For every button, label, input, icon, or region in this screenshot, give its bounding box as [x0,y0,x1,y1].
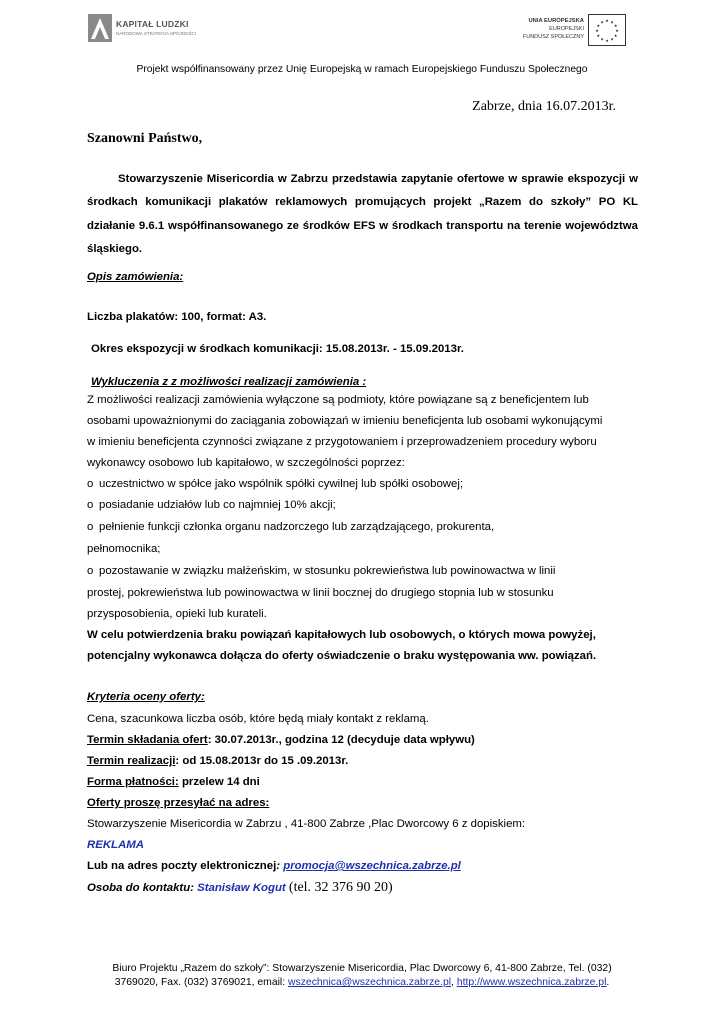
svg-text:★: ★ [600,19,604,25]
kapital-ludzki-emblem-icon [88,14,112,42]
contact-label: Osoba do kontaktu: [87,882,194,894]
list-item [87,564,555,578]
deadline-line [87,733,475,747]
footer-end: . [606,977,610,988]
bullet-text-3b: pełnomocnika; [87,543,161,555]
letter-date: Zabrze, dnia 16.07.2013r. [472,99,616,114]
bullet-text-1: uczestnictwo w spółce jako wspólnik spółki cywilnej lub spółki osobowej; [99,478,464,490]
eu-logo [514,14,626,46]
bullet-text-2: posiadanie udziałów lub co najmniej 10% akcji; [99,499,336,511]
svg-text:★: ★ [605,18,609,23]
confirmation-line-1: W celu potwierdzenia braku powiązań kapitałowych lub osobowych, o których mowa powyżej, [87,629,596,641]
deadline-label: Termin składania ofert [87,734,208,746]
list-item [87,498,336,512]
svg-text:★: ★ [596,23,601,28]
annotation-reklama: REKLAMA [87,839,144,851]
bullet-icon: o [87,565,94,577]
exclusions-line-4: wykonawcy osobowo lub kapitałowo, w szczególności poprzez: [87,457,405,469]
exclusions-line-1: Z możliwości realizacji zamówienia wyłączone są podmioty, które powiązane są z beneficjentem lub [87,394,589,406]
intro-paragraph: Stowarzyszenie Misericordia w Zabrzu przedstawia zapytanie ofertowe w sprawie ekspozycji w środkach komunikacji plakatów reklamowych promujących projekt „Razem do szkoły” PO KL działanie 9.6.1 współfinansowanego ze środków EFS w środkach transportu na terenie województwa śląskiego. [87,173,638,255]
exposure-period: Okres ekspozycji w środkach komunikacji: 15.08.2013r. - 15.09.2013r. [91,343,464,355]
order-heading: Opis zamówienia: [87,271,184,283]
bullet-icon: o [87,521,94,533]
exclusions-line-3: w imieniu beneficjenta czynności związane z przygotowaniem i przeprowadzeniem procedury wyboru [87,436,597,448]
realization-label: Termin realizacji [87,755,176,767]
bullet-text-4b: prostej, pokrewieństwa lub powinowactwa w linii bocznej do drugiego stopnia lub w stosunku [87,587,554,599]
address-heading: Oferty proszę przesyłać na adres: [87,797,270,809]
svg-text:★: ★ [605,38,609,43]
footer-contact-prefix: 3769020, Fax. (032) 3769021, email: [114,977,289,988]
poster-count: Liczba plakatów: 100, format: A3. [87,311,267,323]
kapital-ludzki-title: KAPITAŁ LUDZKI [116,19,189,29]
bullet-icon: o [87,499,94,511]
footer-email-link[interactable]: wszechnica@wszechnica.zabrze.pl [288,977,452,988]
svg-text:★: ★ [600,36,604,42]
realization-line [87,754,348,768]
footer-website-link[interactable]: http://www.wszechnica.zabrze.pl [456,977,607,988]
kapital-ludzki-subtitle: NARODOWA STRATEGIA SPÓJNOŚCI [116,31,197,36]
svg-text:★: ★ [613,23,618,28]
address-text: Stowarzyszenie Misericordia w Zabrzu , 41-800 Zabrze ,Plac Dworcowy 6 z dopiskiem: [87,818,526,830]
contact-phone: (tel. 32 376 90 20) [288,880,393,895]
svg-text:★: ★ [610,36,614,42]
bullet-icon: o [87,478,94,490]
email-colon: : [276,860,281,872]
contact-line [87,881,393,895]
criteria-heading: Kryteria oceny oferty: [87,691,205,703]
contact-name: Stanisław Kogut [197,882,286,894]
bullet-text-4a: pozostawanie w związku małżeńskim, w stosunku pokrewieństwa lub powinowactwa w linii [99,565,556,577]
svg-text:★: ★ [615,28,619,33]
footer-line-2 [0,976,724,990]
payment-value: przelew 14 dni [178,776,260,788]
exclusions-line-2: osobami upoważnionymi do zaciągania zobowiązań w imieniu beneficjenta lub osobami wykonującymi [87,415,603,427]
svg-text:★: ★ [595,28,599,33]
email-line [87,859,461,873]
email-prefix: Lub na adres poczty elektronicznej [87,860,277,872]
eu-logo-text [523,17,584,41]
eu-logo-line1: UNIA EUROPEJSKA [528,18,584,24]
footer-separator: , [451,977,457,988]
eu-logo-line3: FUNDUSZ SPOŁECZNY [522,34,584,40]
payment-label: Forma płatności: [87,776,179,788]
eu-logo-line2: EUROPEJSKI [549,26,584,32]
project-cofinancing-line: Projekt współfinansowany przez Unię Europejską w ramach Europejskiego Funduszu Społecznego [136,64,588,75]
svg-text:★: ★ [610,19,614,25]
svg-text:★: ★ [596,33,601,38]
list-item [87,520,494,534]
confirmation-line-2: potencjalny wykonawca dołącza do oferty oświadczenie o braku występowania ww. powiązań. [87,650,597,662]
eu-flag-icon [588,14,626,46]
payment-line [87,775,260,789]
promo-email-link[interactable]: promocja@wszechnica.zabrze.pl [283,860,461,872]
realization-value: : od 15.08.2013r do 15 .09.2013r. [175,755,349,767]
exclusions-heading: Wykluczenia z z możliwości realizacji zamówienia : [91,376,367,388]
list-item [87,477,463,491]
kapital-ludzki-logo [88,14,200,44]
svg-text:★: ★ [613,33,618,38]
deadline-value: : 30.07.2013r., godzina 12 (decyduje data wpływu) [207,734,475,746]
bullet-text-3a: pełnienie funkcji członka organu nadzorczego lub zarządzającego, prokurenta, [99,521,495,533]
greeting: Szanowni Państwo, [87,131,203,146]
footer-line-1: Biuro Projektu „Razem do szkoły”: Stowarzyszenie Misericordia, Plac Dworcowy 6, 41-800 Zabrze, Tel. (032) [112,963,612,974]
footer [0,962,724,990]
bullet-text-4c: przysposobienia, opieki lub kurateli. [87,608,267,620]
criteria-text: Cena, szacunkowa liczba osób, które będą miały kontakt z reklamą. [87,713,429,725]
